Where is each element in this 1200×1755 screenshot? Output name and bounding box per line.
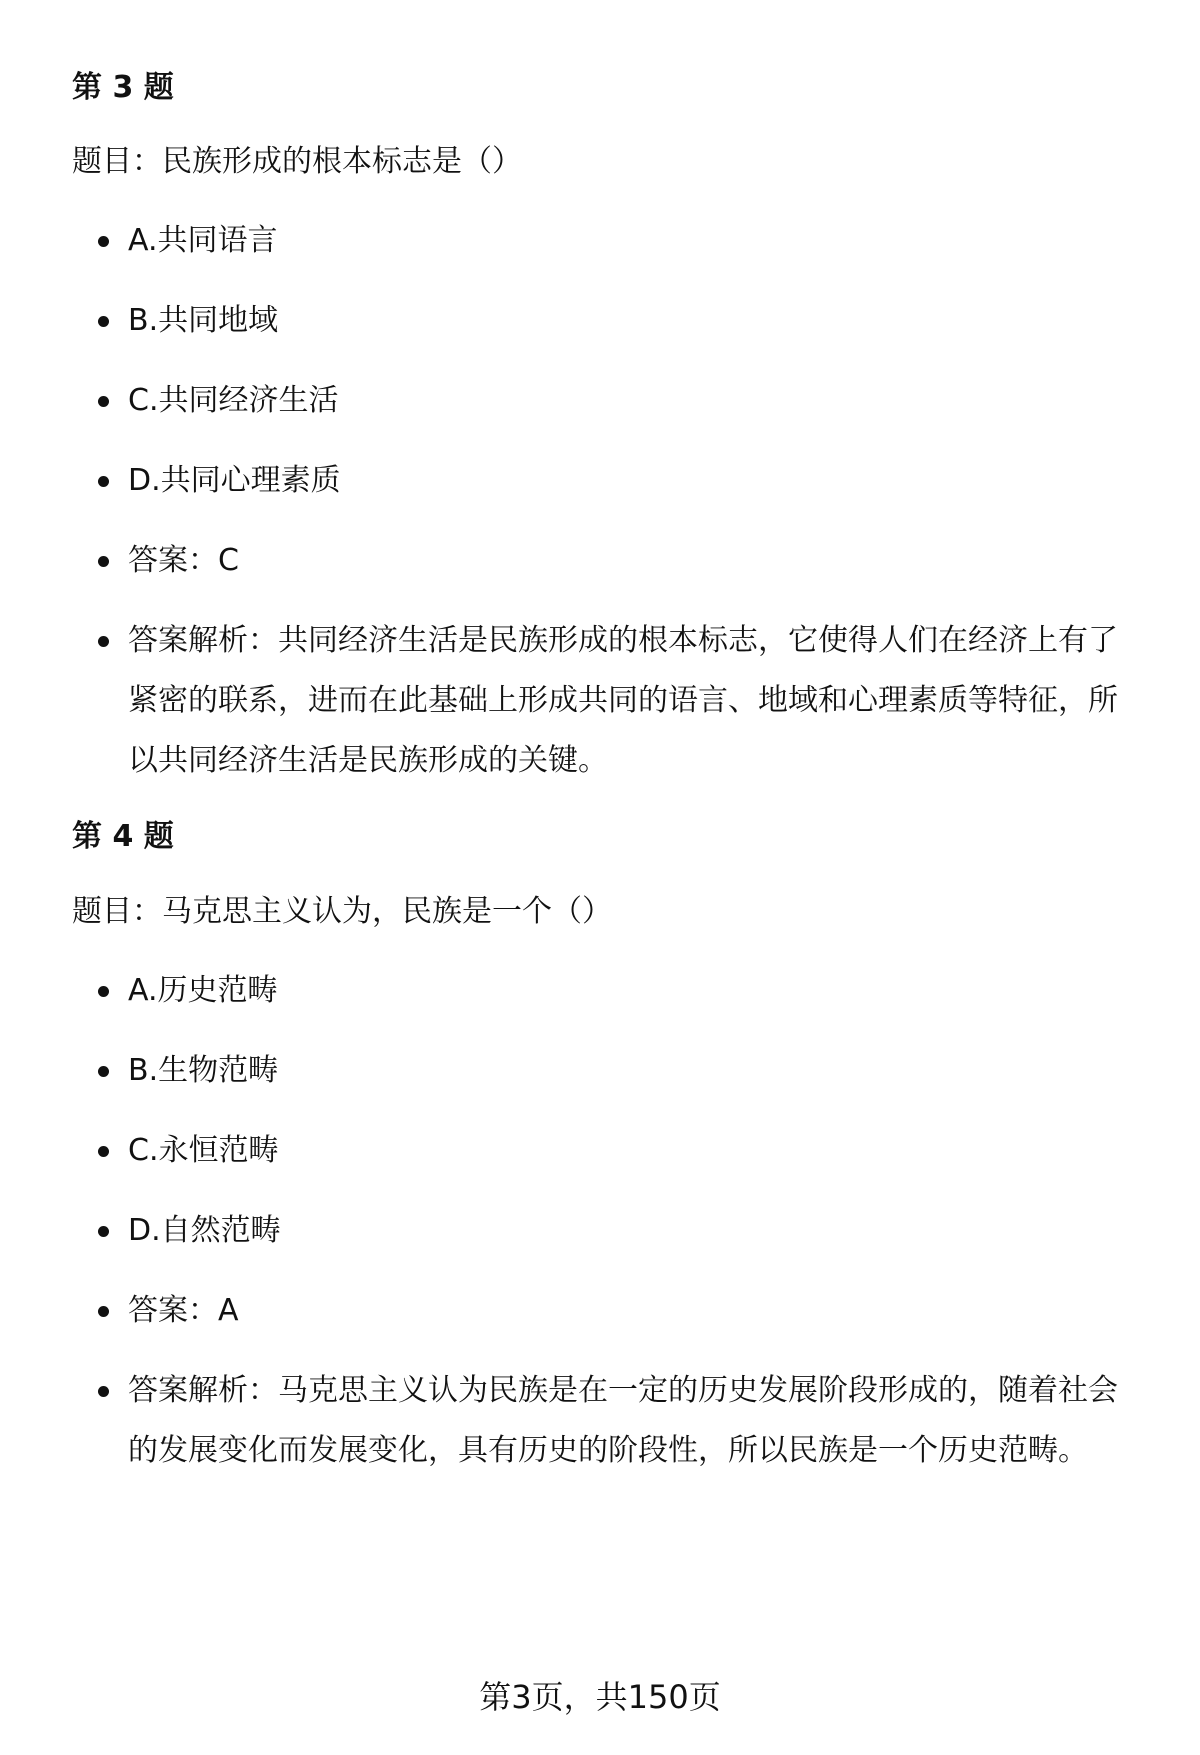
explanation-item	[128, 611, 1140, 791]
option-text: B.生物范畴	[128, 1053, 279, 1088]
bullet-dot-icon	[98, 476, 109, 487]
option-item	[128, 451, 1140, 511]
answer-text: 答案：A	[128, 1293, 239, 1328]
question-prompt: 题目：民族形成的根本标志是（）	[72, 144, 522, 179]
option-text: C.共同经济生活	[128, 383, 339, 418]
bullet-dot-icon	[98, 636, 109, 647]
option-item	[128, 961, 1140, 1021]
bullet-dot-icon	[98, 396, 109, 407]
bullet-dot-icon	[98, 556, 109, 567]
option-item	[128, 1201, 1140, 1261]
explanation-item	[128, 1361, 1140, 1481]
question-heading: 第 3 题	[72, 70, 174, 105]
bullet-dot-icon	[98, 316, 109, 327]
question-heading: 第 4 题	[72, 819, 174, 854]
answer-item	[128, 531, 1140, 591]
bullet-dot-icon	[98, 1306, 109, 1317]
option-item	[128, 1121, 1140, 1181]
bullet-dot-icon	[98, 986, 109, 997]
explanation-text: 答案解析：马克思主义认为民族是在一定的历史发展阶段形成的，随着社会的发展变化而发展变化，具有历史的阶段性，所以民族是一个历史范畴。	[128, 1373, 1118, 1468]
option-text: D.自然范畴	[128, 1213, 281, 1248]
page-footer: 第3页，共150页	[479, 1678, 721, 1716]
question-prompt: 题目：马克思主义认为，民族是一个（）	[72, 894, 612, 929]
bullet-dot-icon	[98, 236, 109, 247]
option-text: A.共同语言	[128, 223, 278, 258]
bullet-dot-icon	[98, 1066, 109, 1077]
option-text: D.共同心理素质	[128, 463, 341, 498]
option-text: C.永恒范畴	[128, 1133, 279, 1168]
option-text: A.历史范畴	[128, 973, 278, 1008]
bullet-dot-icon	[98, 1146, 109, 1157]
option-item	[128, 211, 1140, 271]
option-item	[128, 371, 1140, 431]
answer-item	[128, 1281, 1140, 1341]
answer-text: 答案：C	[128, 543, 239, 578]
bullet-dot-icon	[98, 1386, 109, 1397]
bullet-dot-icon	[98, 1226, 109, 1237]
option-item	[128, 291, 1140, 351]
option-text: B.共同地域	[128, 303, 279, 338]
option-item	[128, 1041, 1140, 1101]
explanation-text: 答案解析：共同经济生活是民族形成的根本标志，它使得人们在经济上有了紧密的联系，进而在此基础上形成共同的语言、地域和心理素质等特征，所以共同经济生活是民族形成的关键。	[128, 623, 1118, 778]
